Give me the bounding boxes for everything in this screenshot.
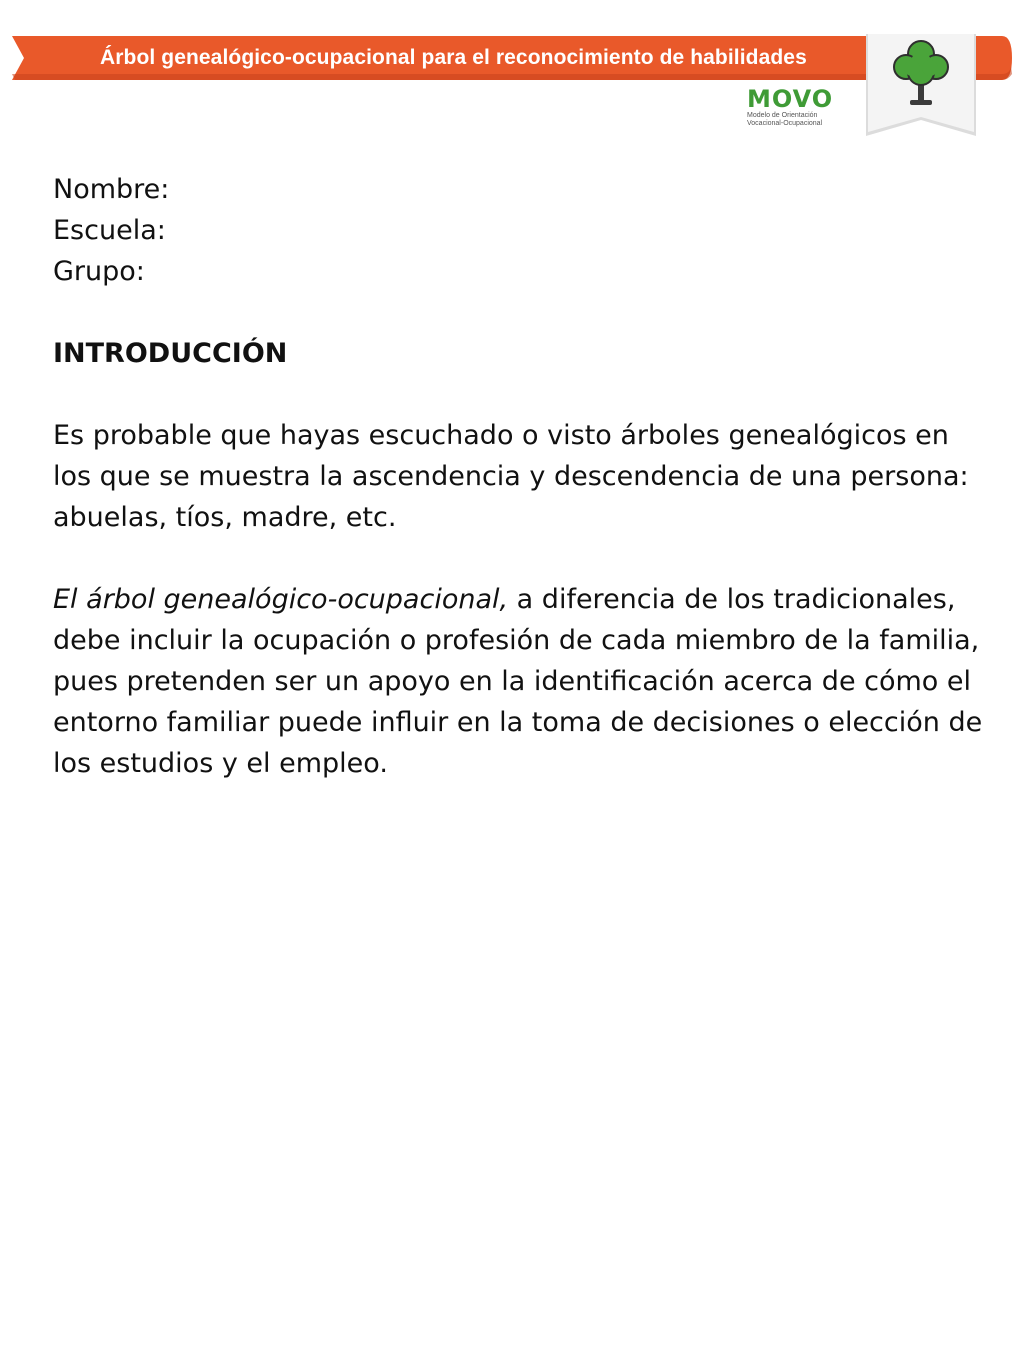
intro-heading: INTRODUCCIÓN bbox=[53, 338, 288, 369]
intro-paragraph-2 bbox=[53, 579, 983, 784]
paragraph-2-rest: a diferencia de los tradicionales, debe incluir la ocupación o profesión de cada miembro de la familia, pues pretenden ser un apoyo en la identificación acerca de cómo el entorno familiar puede influir en la toma de decisiones o elección de los estudios y el empleo. bbox=[53, 584, 983, 779]
header bbox=[0, 0, 1024, 140]
movo-logo bbox=[747, 86, 857, 128]
tree-badge bbox=[866, 34, 976, 138]
grupo-label: Grupo: bbox=[53, 256, 145, 287]
escuela-label: Escuela: bbox=[53, 215, 166, 246]
spacer bbox=[53, 538, 983, 579]
tree-icon bbox=[866, 34, 976, 138]
spacer bbox=[53, 292, 983, 333]
logo-subtitle-2: Vocacional-Ocupacional bbox=[747, 120, 823, 127]
logo-word: MOVO bbox=[747, 85, 834, 113]
nombre-label: Nombre: bbox=[53, 174, 170, 205]
logo-subtitle-1: Modelo de Orientación bbox=[747, 112, 818, 119]
banner-title: Árbol genealógico-ocupacional para el reconocimiento de habilidades bbox=[100, 46, 807, 69]
spacer bbox=[53, 374, 983, 415]
document-body bbox=[53, 169, 983, 784]
intro-paragraph-1: Es probable que hayas escuchado o visto árboles genealógicos en los que se muestra la ascendencia y descendencia de una persona: abuelas, tíos, madre, etc. bbox=[53, 420, 969, 533]
paragraph-2-italic: El árbol genealógico-ocupacional, bbox=[53, 584, 509, 615]
